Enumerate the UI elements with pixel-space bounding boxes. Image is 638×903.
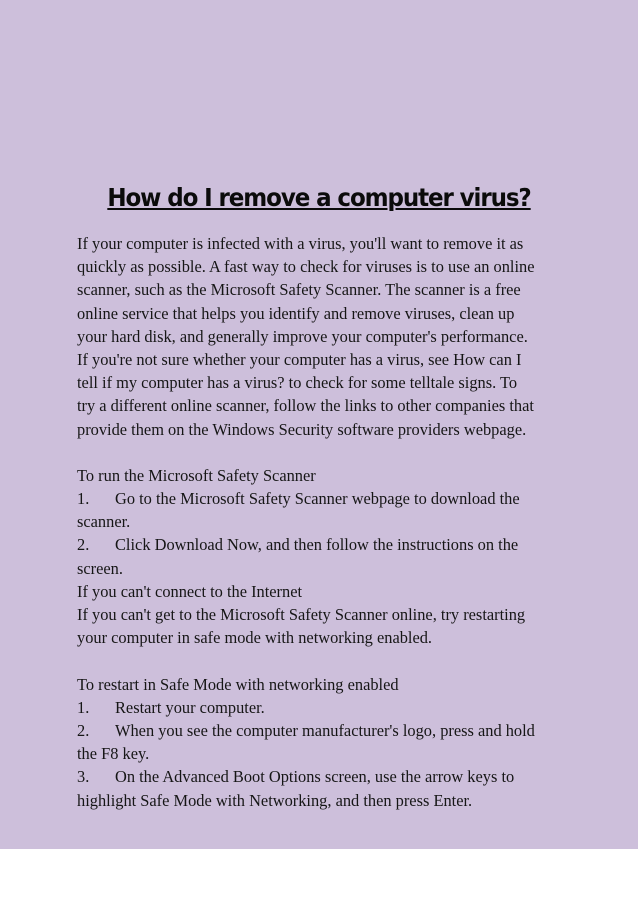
page-title: How do I remove a computer virus? <box>107 183 531 212</box>
safemode-step-2 <box>77 719 577 742</box>
intro-line: your hard disk, and generally improve your computer's performance. <box>77 326 528 346</box>
scanner-step-2 <box>77 533 577 556</box>
step-number: 1. <box>77 489 90 509</box>
safemode-step-2-continued: the F8 key. <box>77 744 150 764</box>
intro-line: quickly as possible. A fast way to check for viruses is to use an online <box>77 257 535 277</box>
scanner-step-2-continued: screen. <box>77 558 123 578</box>
scanner-step-1-continued: scanner. <box>77 512 131 532</box>
step-number: 2. <box>77 535 90 555</box>
scanner-step-1 <box>77 487 577 510</box>
intro-line: online service that helps you identify and remove viruses, clean up <box>77 303 515 323</box>
step-number: 1. <box>77 697 90 717</box>
step-number: 2. <box>77 720 90 740</box>
intro-line: If your computer is infected with a virus, you'll want to remove it as <box>77 234 524 253</box>
connection-note-heading: If you can't connect to the Internet <box>77 581 303 601</box>
paragraph-spacer <box>77 649 577 672</box>
connection-note-text: If you can't get to the Microsoft Safety Scanner online, try restarting <box>77 605 526 624</box>
step-text: Restart your computer. <box>115 697 265 717</box>
safemode-section-heading: To restart in Safe Mode with networking enabled <box>77 674 399 694</box>
safemode-step-3 <box>77 765 577 788</box>
step-text: On the Advanced Boot Options screen, use the arrow keys to <box>115 767 515 787</box>
scanner-section-heading: To run the Microsoft Safety Scanner <box>77 465 316 485</box>
intro-line: If you're not sure whether your computer has a virus, see How can I <box>77 349 522 369</box>
intro-line: try a different online scanner, follow the links to other companies that <box>77 396 534 416</box>
step-number: 3. <box>77 767 90 787</box>
document-body <box>77 232 577 812</box>
intro-line: tell if my computer has a virus? to check for some telltale signs. To <box>77 373 518 393</box>
step-text: When you see the computer manufacturer's logo, press and hold <box>115 720 535 740</box>
intro-line: provide them on the Windows Security software providers webpage. <box>77 419 527 439</box>
safemode-step-1 <box>77 696 577 719</box>
connection-note-text: your computer in safe mode with networking enabled. <box>77 628 433 648</box>
intro-line: scanner, such as the Microsoft Safety Scanner. The scanner is a free <box>77 280 521 300</box>
step-text: Click Download Now, and then follow the instructions on the <box>115 535 519 555</box>
step-text: Go to the Microsoft Safety Scanner webpage to download the <box>115 489 520 509</box>
paragraph-spacer <box>77 441 577 464</box>
safemode-step-3-continued: highlight Safe Mode with Networking, and then press Enter. <box>77 790 473 810</box>
